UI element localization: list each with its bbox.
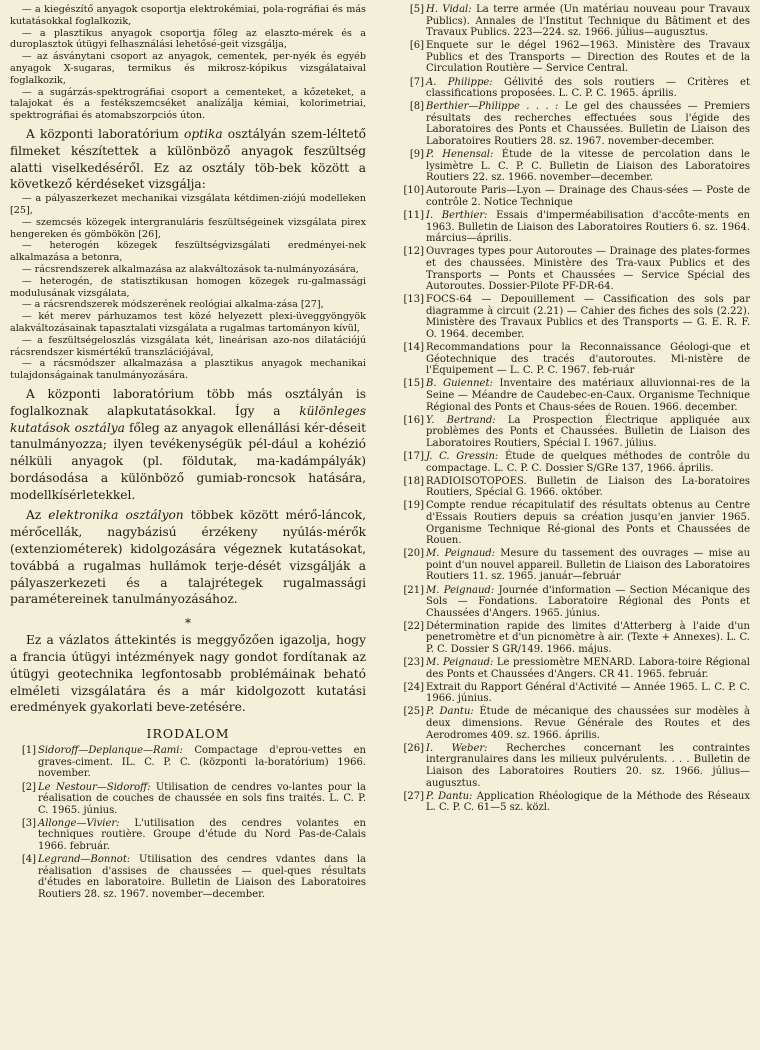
reference-text: Ouvrages types pour Autoroutes — Drainage des plates-formes et des chaussées. Ministère des Tra-vaux Publics et des Transports — Ponts et Chaussées — Service Spécial des Autoroutes. Dossier-Pilote PF-DR-64. — [426, 246, 750, 293]
references-heading: IRODALOM — [146, 726, 230, 742]
reference-number: [11] — [403, 210, 424, 222]
paragraph-optics — [10, 126, 366, 193]
reference-text: Étude de quelques méthodes de contrôle du compactage. L. C. P. C. Dossier S/GRe 137, 1966. április. — [426, 450, 750, 474]
reference-number: [4] — [21, 854, 36, 866]
reference-number: [26] — [403, 742, 424, 754]
text-run: főleg az anyagok ellenállási kér-déseit tanulmányozza; ilyen tevékenységük pél-dául a kohézió nélküli anyagok (pl. földutak, ma-kadámpályák) bordásodása a különböző gumiab-roncsok hatására, modellkísérletekkel. — [10, 420, 366, 502]
reference-number: [12] — [403, 246, 424, 258]
reference-author: M. Peignaud: — [426, 584, 495, 596]
reference-author: Berthier—Philippe . . . : — [426, 101, 559, 113]
reference-item — [398, 451, 750, 474]
reference-text: Essais d'imperméabilisation d'accôte-ments en 1963. Bulletin de Liaison des Laboratoires Routiers 6. sz. 1964. március—április. — [426, 210, 750, 245]
list-item: — a rácsmódszer alkalmazása a plasztikus anyagok mechanikai tulajdonságainak tanulmányozására. — [10, 358, 366, 382]
reference-item — [398, 210, 750, 245]
reference-author: P. Henensal: — [426, 149, 494, 161]
list-item: — a pályaszerkezet mechanikai vizsgálata kétdimen-ziójú modelleken [25], — [10, 193, 366, 216]
reference-text: Mesure du tassement des ouvrages — mise au point d'un nouvel appareil. Bulletin de Liaison des Laboratoires Routiers 11. sz. 1965. január—február — [426, 548, 751, 583]
reference-author: Legrand—Bonnot: — [38, 854, 131, 866]
reference-item — [398, 476, 750, 499]
reference-number: [6] — [409, 40, 424, 52]
reference-item — [398, 791, 750, 814]
reference-number: [10] — [403, 185, 424, 197]
reference-number: [5] — [409, 4, 424, 15]
reference-text: RADIOISOTOPOES. Bulletin de Liaison des La-boratoires Routiers, Spécial G. 1966. október. — [426, 475, 750, 499]
reference-number: [19] — [403, 500, 424, 512]
reference-item — [398, 378, 750, 413]
reference-item — [10, 745, 366, 780]
references-list-left — [10, 745, 366, 900]
reference-text: Le gel des chaussées — Premiers résultats des recherches effectuées sous l'égide des Laboratoires des Ponts et Chaussées. Bulletin de Liaison des Laboratoires Routiers 28. sz. 1967. november-december. — [426, 101, 750, 148]
reference-item — [398, 4, 750, 39]
reference-item — [398, 294, 750, 340]
reference-author: I. Weber: — [426, 742, 488, 754]
reference-number: [17] — [403, 450, 424, 462]
reference-item — [398, 246, 750, 292]
reference-number: [16] — [403, 414, 424, 426]
reference-number: [20] — [403, 548, 424, 560]
reference-author: A. Philippe: — [426, 76, 493, 88]
reference-author: H. Vidal: — [426, 4, 472, 15]
paragraph-conclusion: Ez a vázlatos áttekintés is meggyőzően igazolja, hogy a francia útügyi intézmények nagy gondot fordítanak az útügyi geotechnika legfontosabb problémáinak beható elméleti vizsgálatára és a már kidolgozott kutatási eredmények gyakorlati beve-zetésére. — [10, 633, 366, 715]
reference-number: [25] — [403, 706, 424, 718]
instrumental-groups-list — [10, 4, 366, 122]
optics-topics-list — [10, 193, 366, 382]
reference-text: Le pressiomètre MENARD. Labora-toire Régional des Ponts et Chaussées d'Angers. CR 41. 1965. február. — [426, 657, 750, 680]
reference-text: La terre armée (Un matériau nouveau pour Travaux Publics). Annales de l'Institut Technique du Bâtiment et des Travaux Publics. 223—224. sz. 1966. július—augusztus. — [426, 4, 751, 39]
reference-number: [24] — [403, 681, 424, 693]
reference-text: L'utilisation des cendres volantes en techniques routière. Groupe d'étude du Nord Pas-de-Calais 1966. február. — [38, 817, 366, 852]
reference-text: Gélivité des sols routiers — Critères et classifications proposées. L. C. P. C. 1965. április. — [426, 76, 750, 100]
reference-text: Journée d'information — Section Mécanique des Sols — Fondations. Laboratoire Régional des Ponts et Chaussées d'Angers. 1965. június. — [426, 584, 750, 619]
reference-number: [9] — [409, 149, 424, 161]
reference-text: Application Rhéologique de la Méthode des Réseaux L. C. P. C. 61—5 sz. közl. — [426, 790, 750, 814]
text-run: osztályán szem-léltető filmeket készítettek a különböző anyagok feszültség alatti viselkedéséről. Ez az osztály töb-bek között a következő kérdéseket vizsgálja: — [10, 126, 366, 192]
reference-number: [21] — [403, 584, 424, 596]
reference-item — [398, 342, 750, 377]
reference-author: Le Nestour—Sidoroff: — [38, 781, 151, 793]
reference-number: [2] — [21, 781, 36, 793]
reference-number: [18] — [403, 475, 424, 487]
reference-text: Inventaire des matériaux alluvionnai-res de la Seine — Méandre de Caudebec-en-Caux. Organisme Technique Régional des Ponts et Chaus-sées de Rouen. 1966. december. — [426, 378, 750, 413]
reference-text: La Prospection Électrique appliquée aux problèmes des Ponts et Chaussées. Bulletin de Liaison des Laboratoires Routiers, Spécial I. 1967. július. — [426, 414, 750, 449]
text-run: A központi laboratórium több más osztályán is foglalkoznak alapkutatásokkal. Így a — [10, 386, 366, 418]
list-item: — két merev párhuzamos test közé helyezett plexi-üveggyöngyök alakváltozásainak tapasztalati vizsgálata a rugalmas tartományon kívül, — [10, 311, 366, 334]
reference-item — [398, 621, 750, 656]
reference-text: Recommandations pour la Reconnaissance Géologi-que et Géotechnique des tracés d'autoroutes. Mi-nistère de l'Équipement — L. C. P. C. 1967. feb-ruár — [426, 342, 750, 377]
reference-text: Autoroute Paris—Lyon — Drainage des Chaus-sées — Poste de contrôle 2. Notice Technique — [426, 185, 750, 208]
text-run: többek között mérő-láncok, mérőcellák, nagybázisú érzékeny nyúlás-mérők (extenziométerek) kidolgozására végeznek kutatásokat, továbbá a rugalmas hullámok terje-dését vizsgálják a pályaszerkezeti és a talajrétegek rugalmassági paramétereinek tanulmányozásához. — [10, 508, 366, 607]
emphasis-electronics: elektronika osztályon — [48, 508, 184, 523]
reference-item — [398, 149, 750, 184]
reference-item — [10, 854, 366, 900]
list-item: — a sugárzás-spektrográfiai csoport a cementeket, a kőzeteket, a talajokat és a festékszemcséket analízálja kémiai, kolorimetriai, spektrográfiai és atomabszorpciós úton. — [10, 86, 366, 122]
reference-author: M. Peignaud: — [426, 657, 494, 669]
reference-text: Compactage d'eprou-vettes en graves-ciment. IL. C. P. C. (központi la-boratórium) 1966. november. — [38, 745, 366, 780]
list-item: — rácsrendszerek alkalmazása az alakváltozások ta-nulmányozására, — [22, 263, 359, 275]
reference-text: Recherches concernant les contraintes intergranulaires dans les milieux pulvérulents. . . . Bulletin de Liaison des Laboratoires Routiers 20. sz. 1966. július—augusztus. — [426, 742, 750, 789]
reference-text: Extrait du Rapport Général d'Activité — Année 1965. L. C. P. C. 1966. június. — [426, 681, 750, 705]
reference-number: [1] — [21, 745, 36, 757]
reference-item — [398, 548, 750, 583]
reference-item — [398, 682, 750, 705]
reference-item — [398, 185, 750, 208]
reference-item — [398, 585, 750, 620]
reference-text: FOCS-64 — Depouillement — Cassification des sols par diagramme à circuit (2.21) — Cahier des fiches des sols (2.22). Ministère des Travaux Publics et des Transports — G. E. R. F. O. 1964. december. — [426, 294, 750, 341]
reference-author: I. Berthier: — [426, 210, 488, 222]
paragraph-special-research — [10, 386, 366, 504]
list-item: — a rácsrendszerek módszerének reológiai alkalma-zása [27], — [22, 299, 324, 311]
list-item: — heterogén, de statisztikusan homogen közegek ru-galmassági modulusának vizsgálata, — [10, 275, 366, 299]
reference-number: [22] — [403, 620, 424, 632]
emphasis-special-research: különleges kutatások osztálya — [10, 403, 366, 435]
reference-item — [398, 101, 750, 147]
reference-number: [27] — [403, 790, 424, 802]
list-item: — heterogén közegek feszültségvizsgálati eredményei-nek alkalmazása a betonra, — [10, 240, 366, 264]
reference-author: B. Guiennet: — [426, 378, 493, 390]
reference-author: Y. Bertrand: — [426, 414, 496, 426]
reference-author: M. Peignaud: — [426, 548, 496, 560]
reference-text: Étude de mécanique des chaussées sur modèles à deux dimensions. Revue Générale des Routes et des Aerodromes 409. sz. 1966. április. — [426, 706, 751, 741]
reference-author: Sidoroff—Deplanque—Rami: — [38, 745, 183, 757]
reference-text: Enquete sur le dégel 1962—1963. Ministère des Travaux Publics et des Transports — Direction des Routes et de la Circulation Routière — Service Central. — [426, 40, 750, 75]
reference-number: [3] — [21, 817, 36, 829]
reference-number: [14] — [403, 342, 424, 354]
left-column — [10, 4, 366, 902]
reference-number: [7] — [409, 76, 424, 88]
reference-item — [10, 782, 366, 817]
reference-text: Utilisation de cendres vo-lantes pour la réalisation de couches de chaussée en sols fins traités. L. C. P. C. 1965. június. — [38, 781, 366, 816]
list-item: — az ásványtani csoport az anyagok, cementek, per-nyék és egyéb anyagok X-sugaras, termikus és mikrosz-kópikus vizsgálataival foglalkozik, — [10, 51, 366, 86]
text-run: A központi laboratórium — [26, 126, 185, 141]
paragraph-electronics — [10, 507, 366, 608]
reference-item — [398, 743, 750, 789]
reference-author: P. Dantu: — [426, 706, 474, 718]
reference-author: Allonge—Vivier: — [38, 817, 120, 829]
emphasis-optika: optika — [184, 126, 223, 141]
reference-item — [10, 818, 366, 853]
section-separator: * — [185, 616, 191, 631]
reference-number: [23] — [403, 657, 424, 669]
reference-number: [8] — [409, 101, 424, 113]
list-item: — a feszültségeloszlás vizsgálata két, lineárisan azo-nos dilatációjú rácsrendszer kismértékű transzlációjával, — [10, 334, 366, 358]
reference-author: P. Dantu: — [426, 790, 473, 802]
reference-item — [398, 415, 750, 450]
reference-text: Détermination rapide des limites d'Atterberg à l'aide d'un penetromètre et d'un picnomètre à air. (Texte + Annexes). L. C. P. C. Dossier S GR/149. 1966. május. — [426, 620, 750, 655]
reference-item — [398, 657, 750, 680]
reference-item — [398, 40, 750, 75]
reference-text: Étude de la vitesse de percolation dans le lysimètre L. C. P. C. Bulletin de Liaison des Laboratoires Routiers 22. sz. 1966. november—december. — [426, 149, 750, 184]
list-item: — a kiegészítő anyagok csoportja elektrokémiai, pola-rográfiai és más kutatásokkal foglalkozik, — [10, 4, 366, 27]
reference-text: Utilisation des cendres vdantes dans la réalisation d'assises de chaussées — quel-ques résultats d'études en laboratoire. Bulletin de Liaison des Laboratoires Routiers 28. sz. 1967. november—december. — [38, 854, 366, 900]
reference-author: J. C. Gressin: — [426, 450, 499, 462]
reference-number: [15] — [403, 378, 424, 390]
list-item: — szemcsés közegek intergranuláris feszültségeinek vizsgálata pirex hengereken és gömbökön [26], — [10, 216, 366, 240]
reference-item — [398, 77, 750, 100]
reference-item — [398, 706, 750, 741]
reference-text: Compte rendue récapitulatif des résultats obtenus au Centre d'Essais Routiers depuis sa création jusqu'en janvier 1965. Organisme Technique Ré-gional des Ponts et Chaussées de Rouen. — [426, 500, 750, 547]
text-run: Az — [26, 508, 49, 523]
list-item: — a plasztikus anyagok csoportja főleg az elaszto-mérek és a duroplasztok útügyi felhasználási lehetősé-geit vizsgálja, — [10, 27, 366, 51]
reference-item — [398, 500, 750, 546]
references-list-right — [398, 4, 750, 815]
reference-number: [13] — [403, 294, 424, 306]
